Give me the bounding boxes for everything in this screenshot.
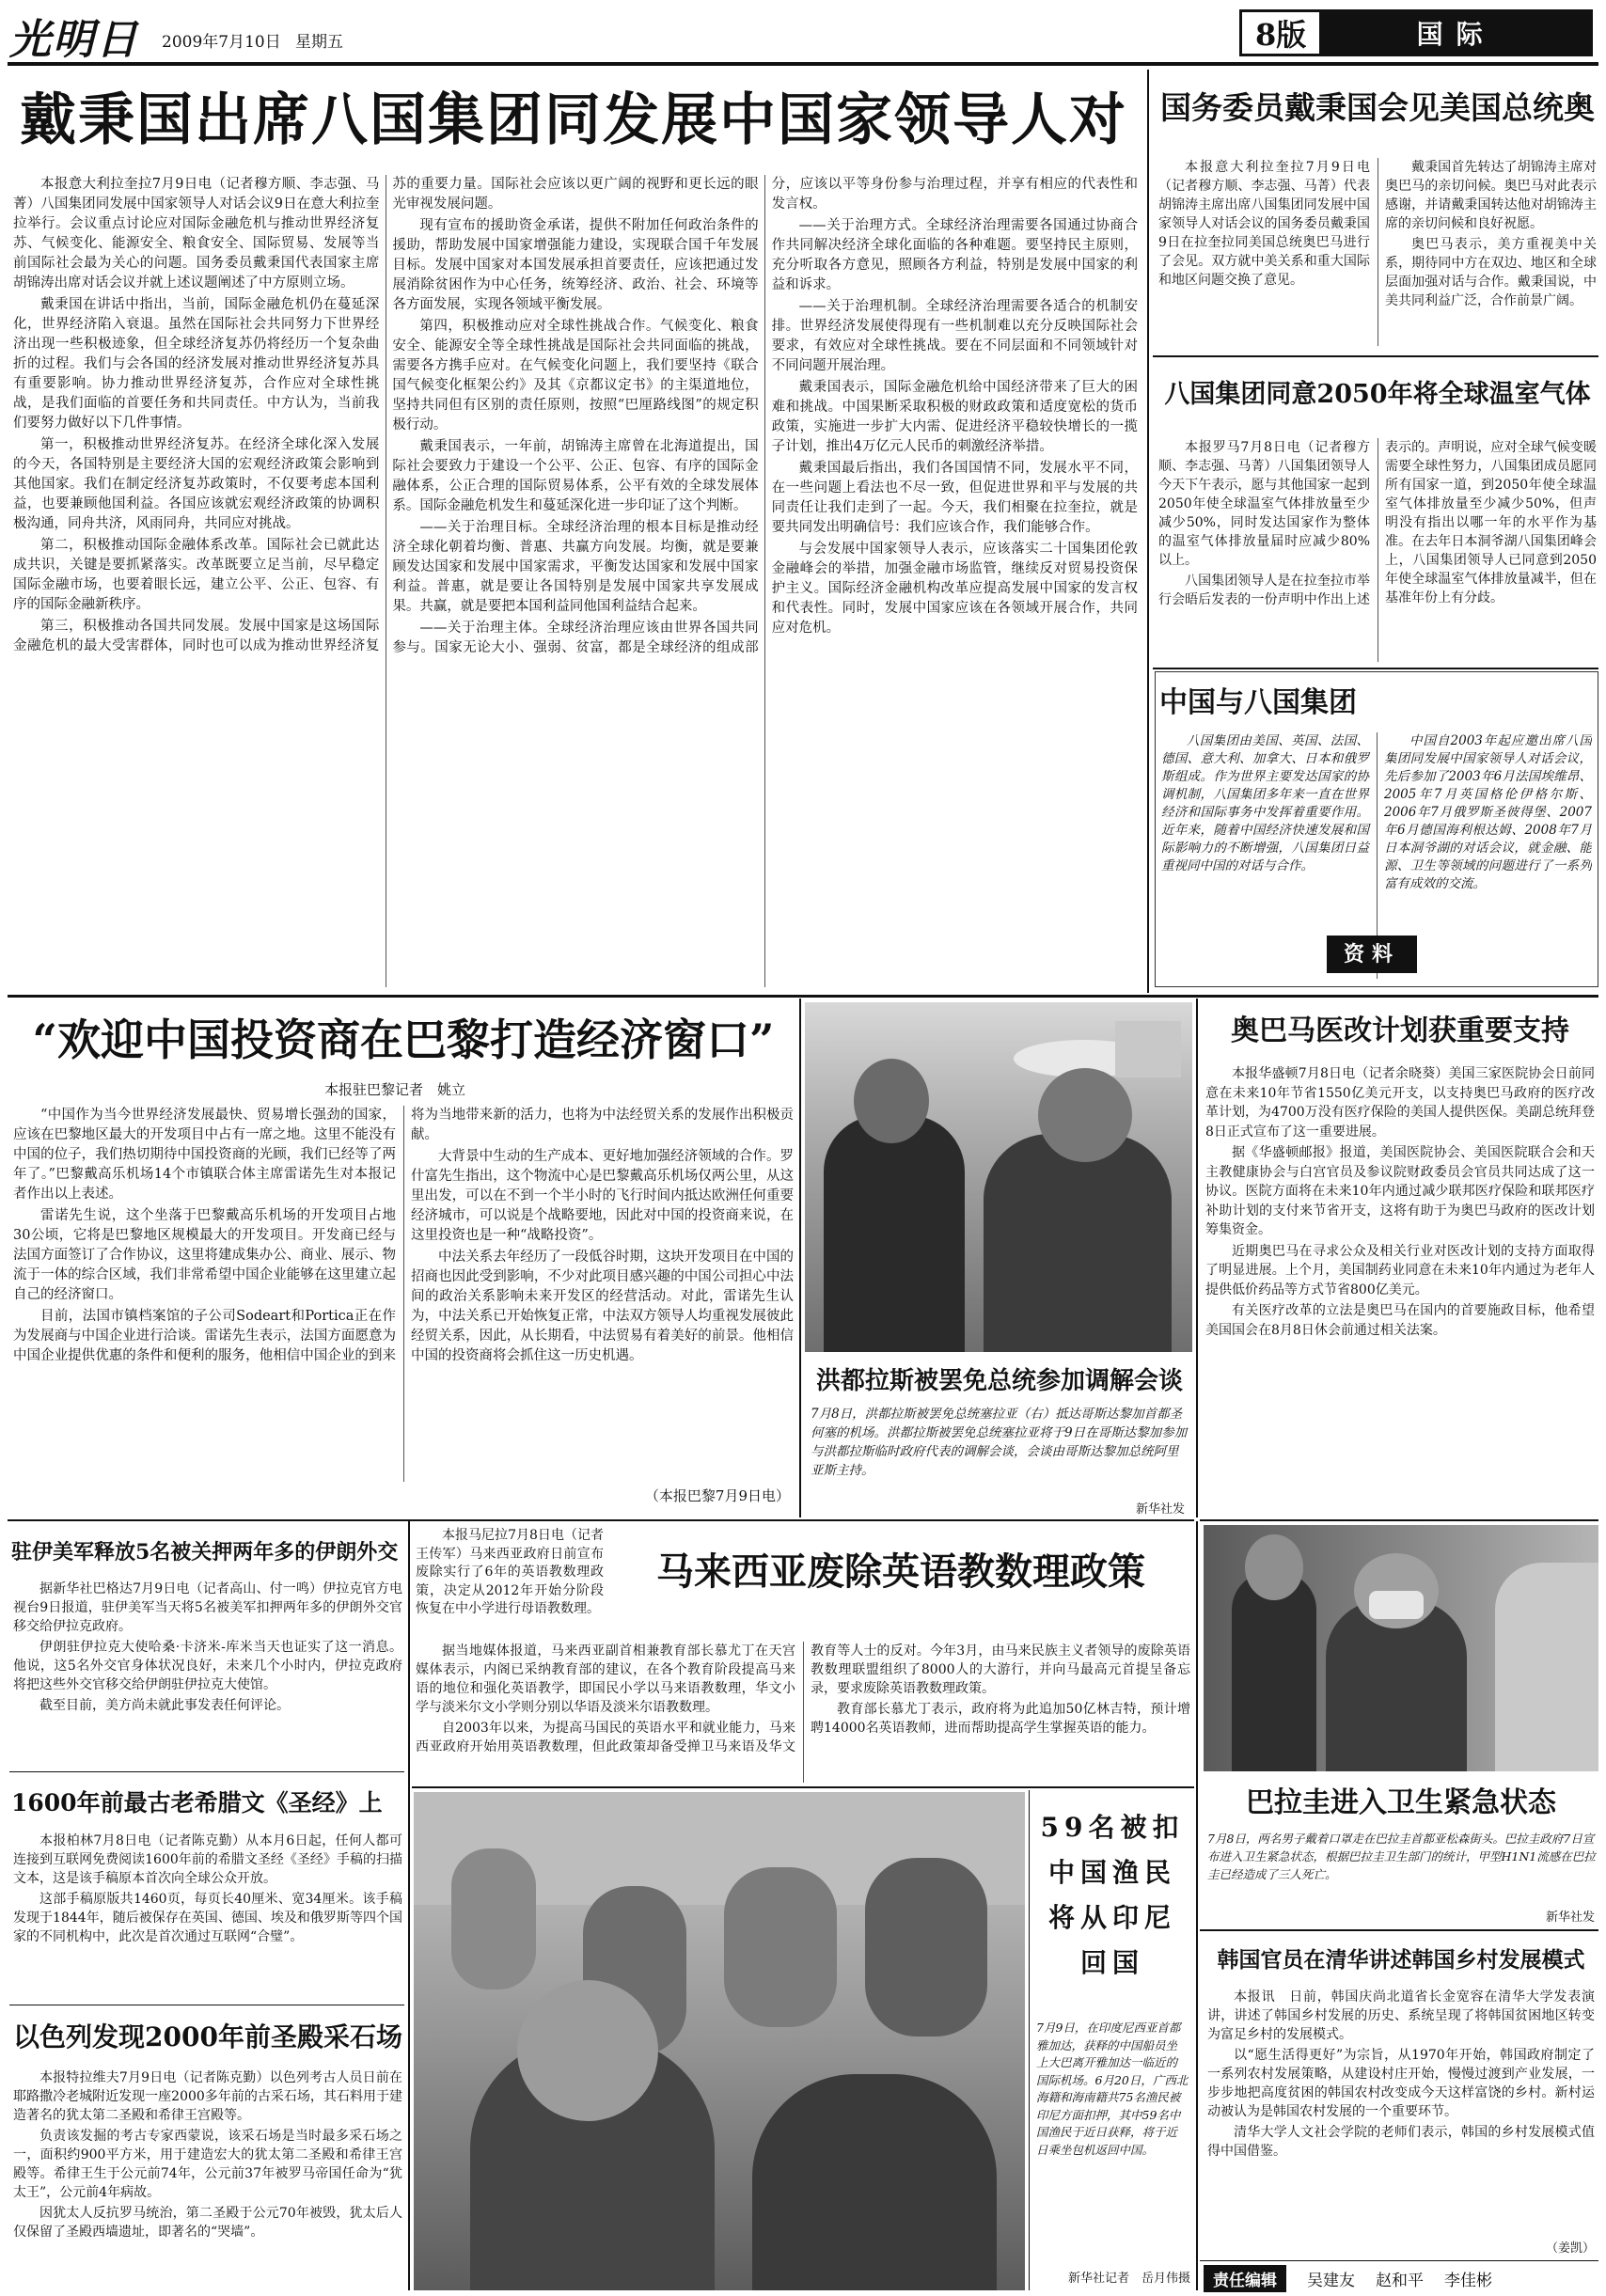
iran-dip-paragraph: 截至目前，美方尚未就此事发表任何评论。: [39, 1698, 290, 1713]
paris-source: （本报巴黎7月9日电）: [644, 1487, 790, 1504]
honduras-photo: [805, 1002, 1192, 1352]
g8-emissions-paragraph: 八国集团领导人是在拉奎拉市举行会晤后发表的一份声明中作出上述表示的。声明说，应对全球气候变暖需要全球性努力，八国集团成员愿同所有国家一道，到2050年使全球温室气体排放量至少减少50%，但声明没有指出以哪一年的水平作为基准。在去年日本洞爷湖八国集团峰会上，八国集团领导人已同意到2050年使全球温室气体排放量减半，但在基准年份上有分歧。: [1158, 440, 1597, 607]
china-g8-paragraph: 八国集团由美国、英国、法国、德国、意大利、加拿大、日本和俄罗斯组成。作为世界主要发达国家的协调机制，八国集团多年来一直在世界经济和国际事务中发挥着重要作用。近年来，随着中国经济快速发展和国际影响力的不断增强，八国集团日益重视同中国的对话与合作。: [1161, 733, 1369, 873]
korea-paragraph: 本报讯 日前，韩国庆尚北道省长金宽容在清华大学发表演讲，讲述了韩国乡村发展的历史、系统呈现了将韩国贫困地区转变为富足乡村的发展模式。: [1207, 1989, 1595, 2042]
paris-reporter: 本报驻巴黎记者 姚立: [323, 1081, 465, 1098]
paris-paragraph: 大背景中生动的生产成本、更好地加强经济领域的合作。罗什富先生指出，这个物流中心是巴黎戴高乐机场仅两公里，从这里出发，可以在不到一个半小时的飞行时间内抵达欧洲任何重要经济城市，可以说是个战略要地，因此对中国的投资商来说，在这里投资也是一种“战略投资”。: [411, 1149, 794, 1243]
korea-paragraph: 清华大学人文社会学院的老师们表示，韩国的乡村发展模式值得中国借鉴。: [1207, 2125, 1595, 2159]
malaysia-intro: [416, 1527, 604, 1638]
lead-paragraph: 第一，积极推动世界经济复苏。在经济全球化深入发展的今天，各国特别是主要经济大国的宏观经济政策会影响到其他国家。我们在制定经济复苏政策时，不仅要考虑本国利益，也要兼顾他国利益。各国应该就宏观经济政策的协调积极沟通，同舟共济，风雨同舟，共同应对挑战。: [13, 437, 380, 531]
g8-emissions-paragraph: 本报罗马7月8日电（记者穆方顺、李志强、马菁）八国集团领导人今天下午表示，愿与其他国家一起到2050年使全球温室气体排放量至少减少50%，同时发达国家作为整体的温室气体排放量届时应减少80%以上。: [1158, 440, 1370, 568]
column-rule-paris: [799, 999, 801, 1518]
fishermen-photo: [414, 1792, 1025, 2290]
lead-paragraph: 戴秉国表示，国际金融危机给中国经济带来了巨大的困难和挑战。中国果断采取积极的财政政策和适度宽松的货币政策，实施进一步扩大内需、促进经济平稳较快增长的一揽子计划，推出4万亿元人民币的刺激经济举措。: [771, 380, 1138, 454]
g8-emissions-body: [1158, 438, 1597, 662]
footer-rule: [1200, 2260, 1598, 2261]
dai-obama-paragraph: 本报意大利拉奎拉7月9日电（记者穆方顺、李志强、马菁）代表胡锦涛主席出席八国集团同发展中国家领导人对话会议的国务委员戴秉国9日在拉奎拉同美国总统奥巴马进行了会见。双方就中美关系和重大国际和地区问题交换了意见。: [1158, 160, 1370, 288]
korea-title: 韩国官员在清华讲述韩国乡村发展模式: [1217, 1947, 1585, 1973]
lead-paragraph: ——关于治理方式。全球经济治理需要各国通过协商合作共同解决经济全球化面临的各种难题。要坚持民主原则，充分听取各方意见，照顾各方利益，特别是发展中国家的利益和诉求。: [771, 218, 1138, 292]
lead-paragraph: 第四，积极推动应对全球性挑战合作。气候变化、粮食安全、能源安全等全球性挑战是国际社会共同面临的挑战，需要各方携手应对。在气候变化问题上，我们要坚持《联合国气候变化框架公约》及其《京都议定书》的主渠道地位，坚持共同但有区别的责任原则，按照“巴厘路线图”的规定积极行动。: [392, 319, 759, 432]
dai-obama-paragraph: 戴秉国首先转达了胡锦涛主席对奥巴马的亲切问候。奥巴马对此表示感谢，并请戴秉国转达他对胡锦涛主席的亲切问候和良好祝愿。: [1385, 160, 1597, 231]
rule-iran: [9, 1771, 404, 1772]
honduras-credit: 新华社发: [1135, 1502, 1185, 1517]
paris-paragraph: 雷诺先生说，这个坐落于巴黎戴高乐机场的开发项目占地30公顷，它将是巴黎地区规模最大的开发项目。开发商已经与法国方面签订了合作协议，这里将建成集办公、商业、展示、物流于一体的综合区域，我们非常希望中国企业能够在这里建立起自己的经济窗口。: [13, 1208, 396, 1302]
iran-dip-body: [13, 1580, 402, 1766]
editor-name: 李佳彬: [1444, 2271, 1492, 2290]
china-g8-box: [1155, 671, 1598, 987]
bible-paragraph: 这部手稿原版共1460页，每页长40厘米、宽34厘米。该手稿发现于1844年，随后被保存在英国、德国、埃及和俄罗斯等四个国家的不同机构中，此次是首次通过互联网“合璧”。: [13, 1892, 402, 1944]
masthead-weekday: 星期五: [295, 33, 343, 51]
rule-lower-right: [1200, 1519, 1598, 1521]
obama-health-paragraph: 据《华盛顿邮报》报道，美国医院协会、美国医院联合会和天主教健康协会与白宫官员及参议院财政委员会官员共同达成了这一协议。医院方面将在未来10年内通过减少联邦医疗保险和联邦医疗补助计划的支付来节省开支，这将有助于为奥巴马政府的医改计划筹集资金。: [1205, 1145, 1595, 1237]
iran-dip-paragraph: 据新华社巴格达7月9日电（记者高山、付一鸣）伊拉克官方电视台9日报道，驻伊美军当天将5名被美军扣押两年多的伊朗外交官移交给伊拉克政府。: [13, 1581, 402, 1634]
obama-health-paragraph: 有关医疗改革的立法是奥巴马在国内的首要施政目标，他希望美国国会在8月8日休会前通过相关法案。: [1205, 1303, 1595, 1338]
korea-paragraph: 以“愿生活得更好”为宗旨，从1970年开始，韩国政府制定了一系列农村发展策略，从建设村庄开始，慢慢过渡到产业发展，一步步地把高度贫困的韩国农村改变成今天这样富饶的乡村。新村运动被认为是韩国农村发展的一个重要环节。: [1207, 2048, 1595, 2119]
malaysia-paragraph: 本报马尼拉7月8日电（记者王传军）马来西亚政府日前宣布废除实行了6年的英语教数理政策，决定从2012年开始分阶段恢复在中小学进行母语教数理。: [416, 1528, 604, 1616]
temple-body: [13, 2068, 402, 2287]
bible-body: [13, 1832, 402, 2001]
rule-dai-obama: [1153, 355, 1598, 357]
paris-body: [13, 1106, 794, 1482]
paraguay-caption: 7月8日，两名男子戴着口罩走在巴拉圭首都亚松森街头。巴拉圭政府7日宣布进入卫生紧急状态，根据巴拉圭卫生部门的统计，甲型H1N1流感在巴拉圭已经造成了三人死亡。: [1207, 1832, 1596, 1881]
temple-paragraph: 本报特拉维夫7月9日电（记者陈克勤）以色列考古人员日前在耶路撒冷老城附近发现一座2000多年前的古采石场，其石料用于建造著名的犹太第二圣殿和希律王宫殿等。: [13, 2070, 402, 2123]
china-g8-title: 中国与八国集团: [1159, 686, 1357, 719]
rule-lower: [8, 1519, 1194, 1521]
page-number: 8版: [1242, 12, 1322, 54]
masthead-date: 2009年7月10日: [162, 33, 281, 51]
iran-dip-title: 驻伊美军释放5名被关押两年多的伊朗外交: [11, 1540, 399, 1565]
paraguay-photo: [1204, 1525, 1598, 1771]
lead-paragraph: 戴秉国在讲话中指出，当前，国际金融危机仍在蔓延深化，世界经济陷入衰退。虽然在国际社会共同努力下世界经济出现一些积极迹象，但全球经济复苏仍将经历一个复杂曲折的过程。我们与会各国的经济发展对推动世界经济复苏具有重要影响。协力推动世界经济复苏，合作应对全球性挑战，是我们面临的首要任务和共同责任。中方认为，当前我们要努力做好以下几件事情。: [13, 297, 380, 431]
column-rule-left-lower: [408, 1521, 410, 2290]
column-rule-right: [1147, 70, 1149, 993]
fishermen-title: 59名被扣中国渔民将从印尼回国: [1040, 1812, 1185, 1978]
g8-emissions-title: 八国集团同意2050年将全球温室气体: [1164, 380, 1591, 409]
paris-paragraph: “中国作为当今世界经济发展最快、贸易增长强劲的国家，应该在巴黎地区最大的开发项目中占有一席之地。这里不能没有中国的位子，我们热切期待中国投资商的光顾，我们已经等了两年了。”巴黎戴高乐机场14个市镇联合体主席雷诺先生对本报记者作出以上表述。: [13, 1108, 396, 1202]
masthead-rule: [8, 62, 1598, 66]
rule-paraguay: [1200, 1929, 1598, 1931]
honduras-title: 洪都拉斯被罢免总统参加调解会谈: [815, 1367, 1183, 1395]
bible-paragraph: 本报柏林7月8日电（记者陈克勤）从本月6日起，任何人都可连接到互联网免费阅读1600年前的希腊文圣经《圣经》手稿的扫描文本，这是该手稿原本首次向全球公众开放。: [13, 1833, 402, 1886]
malaysia-body: [416, 1642, 1190, 1783]
column-rule-fishermen: [1029, 1790, 1030, 2290]
obama-health-body: [1205, 1064, 1595, 1512]
editor-name: 吴建友: [1307, 2271, 1355, 2290]
paris-paragraph: 中法关系去年经历了一段低谷时期，这块开发项目在中国的招商也因此受到影响，不少对此项目感兴趣的中国公司担心中法间的政治关系影响未来开发区的经营活动。对此，雷诺先生认为，中法关系已开始恢复正常，中法双方领导人均重视发展彼此经贸关系，因此，从长期看，中法贸易有着美好的前景。他相信中国的投资商将会抓住这一历史机遇。: [411, 1250, 794, 1363]
footer-label: 责任编辑: [1204, 2265, 1286, 2292]
korea-body: [1207, 1988, 1595, 2240]
obama-health-title: 奥巴马医改计划获重要支持: [1231, 1014, 1569, 1047]
lead-paragraph: 本报意大利拉奎拉7月9日电（记者穆方顺、李志强、马菁）八国集团同发展中国家领导人对话会议9日在意大利拉奎拉举行。会议重点讨论应对国际金融危机与推动世界经济复苏、气候变化、能源安全、粮食安全、国际贸易、发展等当前国际社会最为关心的问题。国务委员戴秉国代表国家主席胡锦涛出席对话会议并就上述议题阐述了中方原则立场。: [13, 177, 380, 291]
lead-paragraph: ——关于治理主体。全球经济治理应该由世界各国共同参与。国家无论大小、强弱、贫富，都是全球经济的组成部分，应该以平等身份参与治理过程，并享有相应的代表性和发言权。: [392, 177, 1138, 655]
malaysia-paragraph: 自2003年以来，为提高马国民的英语水平和就业能力，马来西亚政府开始用英语教数理，但此政策却备受掸卫马来语及华文教育等人士的反对。今年3月，由马来民族主义者领导的废除英语教数理联盟组织了8000人的大游行，并向马最高元首提呈备忘录，要求废除英语教数理政策。: [416, 1643, 1190, 1754]
malaysia-paragraph: 据当地媒体报道，马来西亚副首相兼教育部长慕尤丁在天宫媒体表示，内阁已采纳教育部的建议，在各个教育阶段提高马来语的地位和强化英语教学，即国民小学以马来语教数理，华文小学与淡米尔文小学则分别以华语及淡米尔语教数理。: [416, 1643, 795, 1715]
masthead-logo: 光明日: [9, 16, 139, 58]
column-rule-right-lower: [1196, 1521, 1198, 2290]
lead-title: 戴秉国出席八国集团同发展中国家领导人对: [20, 87, 1127, 153]
lead-paragraph: 戴秉国表示，一年前，胡锦涛主席曾在北海道提出，国际社会要致力于建设一个公平、公正、包容、有序的国际金融体系，公正合理的国际贸易体系，公平有效的全球发展体系。国际金融危机发生和蔓延深化进一步印证了这个判断。: [392, 439, 759, 513]
paraguay-credit: 新华社发: [1545, 1911, 1595, 1925]
lead-paragraph: 戴秉国最后指出，我们各国国情不同，发展水平不同，在一些问题上看法也不尽一致，但促进世界和平与发展的共同责任让我们走到了一起。今天，我们相聚在拉奎拉，就是要共同发出明确信号：我们应该合作，我们能够合作。: [771, 461, 1138, 535]
page-section: 国际: [1322, 12, 1590, 54]
footer-editors: [1204, 2264, 1598, 2292]
temple-paragraph: 负责该发掘的考古专家西蒙说，该采石场是当时最多采石场之一，面积约900平方米，用于建造宏大的犹太第二圣殿和希律王宫殿等。希律王生于公元前74年，公元前37年被罗马帝国任命为“犹太王”，公元前4年病故。: [13, 2129, 402, 2200]
dai-obama-body: [1158, 158, 1597, 346]
paris-paragraph: 目前，法国市镇档案馆的子公司Sodeart和Portica正在作为发展商与中国企业进行洽谈。雷诺先生表示，法国方面愿意为中国企业提供优惠的条件和便利的服务，他相信中国企业的到来将为当地带来新的活力，也将为中法经贸关系的发展作出积极贡献。: [13, 1108, 794, 1363]
paraguay-title: 巴拉圭进入卫生紧急状态: [1246, 1786, 1556, 1819]
dai-obama-title: 国务委员戴秉国会见美国总统奥: [1160, 89, 1595, 126]
paris-title: “欢迎中国投资商在巴黎打造经济窗口”: [32, 1014, 775, 1065]
rule-g8-emissions: [1153, 668, 1598, 669]
fishermen-caption: 7月9日，在印度尼西亚首都雅加达，获释的中国船员坐上大巴离开雅加达一临近的国际机场。6月20日，广西北海籍和海南籍共75名渔民被印尼方面扣押，其中59名中国渔民于近日获释，将于近日乘坐包机返回中国。: [1036, 2021, 1189, 2157]
china-g8-tag: 资料: [1327, 936, 1417, 973]
dai-obama-paragraph: 奥巴马表示，美方重视美中关系，期待同中方在双边、地区和全球层面加强对话与合作。戴秉国说，中美共同利益广泛，合作前景广阔。: [1385, 237, 1597, 308]
temple-title: 以色列发现2000年前圣殿采石场: [13, 2021, 402, 2052]
honduras-caption: 7月8日，洪都拉斯被罢免总统塞拉亚（右）抵达哥斯达黎加首都圣何塞的机场。洪都拉斯被罢免总统塞拉亚将于9日在哥斯达黎加参加与洪都拉斯临时政府代表的调解会谈，会谈由哥斯达黎加总统阿里亚斯主持。: [811, 1407, 1188, 1478]
lead-paragraph: ——关于治理目标。全球经济治理的根本目标是推动经济全球化朝着均衡、普惠、共赢方向发展。均衡，就是要兼顾发达国家和发展中国家需求，平衡发达国家和发展中国家利益。普惠，就是要让各国特别是发展中国家共享发展成果。共赢，就是要把本国利益同他国利益结合起来。: [392, 520, 759, 614]
lead-paragraph: ——关于治理机制。全球经济治理需要各适合的机制安排。世界经济发展使得现有一些机制难以充分反映国际社会要求，有效应对全球性挑战。要在不同层面和不同领域针对不同问题开展治理。: [771, 299, 1138, 373]
fishermen-credit: 新华社记者 岳月伟摄: [1067, 2272, 1190, 2286]
lead-paragraph: 第三，积极推动各国共同发展。发展中国家是这场国际金融危机的最大受害群体，同时也可以成为推动世界经济复苏的重要力量。国际社会应该以更广阔的视野和更长远的眼光审视发展问题。: [13, 177, 759, 653]
page-tag: [1239, 9, 1593, 56]
rule-middle: [8, 995, 1598, 998]
malaysia-paragraph: 教育部长慕尤丁表示，政府将为此追加50亿林吉特，预计增聘14000名英语教师，进而帮助提高学生掌握英语的能力。: [811, 1702, 1190, 1736]
obama-health-paragraph: 本报华盛顿7月8日电（记者余晓葵）美国三家医院协会日前同意在未来10年节省1550亿美元开支，以支持奥巴马政府的医疗改革计划，为4700万没有医疗保险的美国人提供医保。美副总统拜登8日正式宣布了这一重要进展。: [1205, 1066, 1595, 1140]
china-g8-paragraph: 中国自2003年起应邀出席八国集团同发展中国家领导人对话会议，先后参加了2003年6月法国埃维昂、2005年7月英国格伦伊格尔斯、2006年7月俄罗斯圣彼得堡、2007年6月德国海利根达姆、2008年7月日本洞爷湖的对话会议，就金融、能源、卫生等领域的问题进行了一系列富有成效的交流。: [1384, 733, 1592, 891]
temple-paragraph: 因犹太人反抗罗马统治，第二圣殿于公元70年被毁，犹太后人仅保留了圣殿西墙遗址，即著名的“哭墙”。: [13, 2206, 402, 2240]
obama-health-paragraph: 近期奥巴马在寻求公众及相关行业对医改计划的支持方面取得了明显进展。上个月，美国制药业同意在未来10年内通过为老年人提供低价药品等方式节省800亿美元。: [1205, 1243, 1595, 1297]
lead-body: [13, 175, 1138, 987]
column-rule-honduras: [1196, 999, 1198, 1518]
malaysia-title: 马来西亚废除英语教数理政策: [656, 1549, 1145, 1594]
lead-paragraph: 现有宣布的援助资金承诺，提供不附加任何政治条件的援助，帮助发展中国家增强能力建设，实现联合国千年发展目标。发展中国家对本国发展承担首要责任，应该把通过发展消除贫困作为中心任务，统筹经济、政治、社会、环境等各方面发展，实现各领域平衡发展。: [392, 218, 759, 312]
korea-source: （姜凯）: [1545, 2241, 1595, 2256]
iran-dip-paragraph: 伊朗驻伊拉克大使哈桑·卡济米-库米当天也证实了这一消息。他说，这5名外交官身体状况良好，未来几个小时内，伊拉克政府将把这些外交官移交给伊朗驻伊拉克大使馆。: [13, 1640, 402, 1692]
editor-name: 赵和平: [1376, 2271, 1424, 2290]
lead-paragraph: 与会发展中国家领导人表示，应该落实二十国集团伦敦金融峰会的举措，加强金融市场监管，继续反对贸易投资保护主义。国际经济金融机构改革应提高发展中国家的发言权和代表性。同时，发展中国家应该在各领域开展合作，共同应对危机。: [771, 542, 1138, 636]
rule-malaysia: [412, 1786, 1194, 1788]
lead-paragraph: 第二，积极推动国际金融体系改革。国际社会已就此达成共识，关键是要抓紧落实。改革既要立足当前，尽早稳定国际金融市场，也要着眼长远，建立公平、公正、包容、有序的国际金融新秩序。: [13, 538, 380, 612]
bible-title: 1600年前最古老希腊文《圣经》上: [11, 1789, 383, 1816]
